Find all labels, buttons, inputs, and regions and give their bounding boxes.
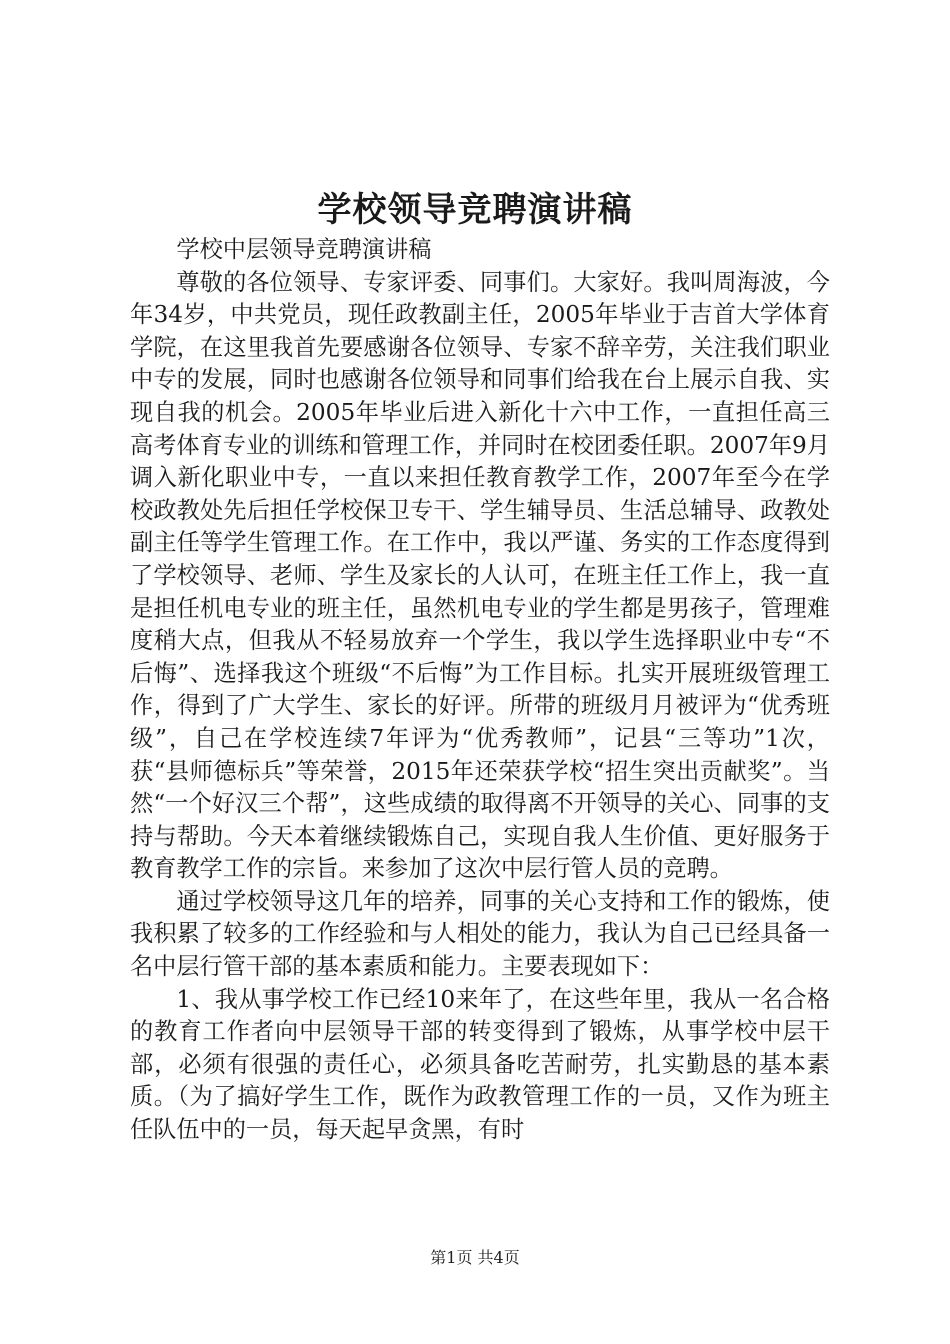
body-paragraph: 尊敬的各位领导、专家评委、同事们。大家好。我叫周海波，今年34岁，中共党员，现任政教副主任，2005年毕业于吉首大学体育学院，在这里我首先要感谢各位领导、专家不辞辛劳，关注我们职业中专的发展，同时也感谢各位领导和同事们给我在台上展示自我、实现自我的机会。2005年毕业后进入新化十六中工作，一直担任高三高考体育专业的训练和管理工作，并同时在校团委任职。2007年9月调入新化职业中专，一直以来担任教育教学工作，2007年至今在学校政教处先后担任学校保卫专干、学生辅导员、生活总辅导、政教处副主任等学生管理工作。在工作中，我以严谨、务实的工作态度得到了学校领导、老师、学生及家长的人认可，在班主任工作上，我一直是担任机电专业的班主任，虽然机电专业的学生都是男孩子，管理难度稍大点，但我从不轻易放弃一个学生，我以学生选择职业中专“不后悔”、选择我这个班级“不后悔”为工作目标。扎实开展班级管理工作，得到了广大学生、家长的好评。所带的班级月月被评为“优秀班级”，自己在学校连续7年评为“优秀教师”，记县“三等功”1次，获“县师德标兵”等荣誉，2015年还荣获学校“招生突出贡献奖”。当然“一个好汉三个帮”，这些成绩的取得离不开领导的关心、同事的支持与帮助。今天本着继续锻炼自己，实现自我人生价值、更好服务于教育教学工作的宗旨。来参加了这次中层行管人员的竞聘。 [130,268,830,883]
subtitle-paragraph: 学校中层领导竞聘演讲稿 [176,236,432,263]
document-body [130,234,830,1147]
body-paragraph: 通过学校领导这几年的培养，同事的关心支持和工作的锻炼，使我积累了较多的工作经验和与人相处的能力，我认为自己已经具备一名中层行管干部的基本素质和能力。主要表现如下： [130,887,830,981]
document-title: 学校领导竞聘演讲稿 [317,190,633,230]
body-paragraph: 1、我从事学校工作已经10来年了，在这些年里，我从一名合格的教育工作者向中层领导干部的转变得到了锻炼，从事学校中层干部，必须有很强的责任心，必须具备吃苦耐劳，扎实勤恳的基本素质。（为了搞好学生工作，既作为政教管理工作的一员，又作为班主任队伍中的一员，每天起早贪黑，有时 [130,985,830,1144]
page-footer: 第1页 共4页 [430,1248,520,1267]
